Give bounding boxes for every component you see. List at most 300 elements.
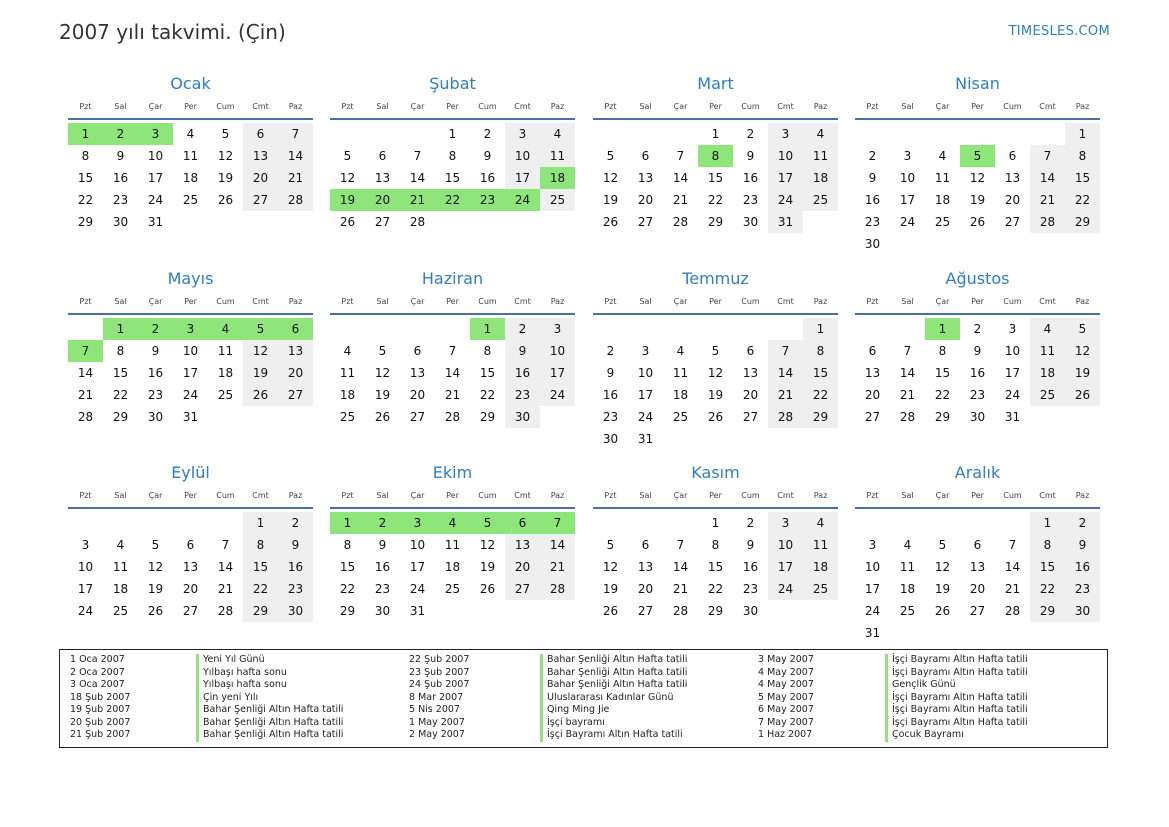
day-cell: 11: [540, 145, 575, 167]
legend-date: 2 May 2007: [409, 729, 465, 740]
month-1: [68, 73, 313, 233]
day-cell: 17: [864, 582, 881, 596]
legend-date: 20 Şub 2007: [70, 716, 131, 728]
weekday-label: Paz: [550, 102, 565, 111]
day-cell: 6: [746, 344, 755, 358]
day-cell: 13: [409, 366, 426, 380]
day-cell: 28: [444, 410, 461, 424]
day-cell: 27: [243, 189, 278, 211]
day-cell: 30: [864, 237, 881, 251]
legend-date: 1 Haz 2007: [758, 729, 813, 740]
day-cell: 7: [278, 123, 313, 145]
day-cell: 22: [77, 193, 94, 207]
day-cell: 18: [803, 167, 838, 189]
legend-holiday-name: Bahar Şenliği Altın Hafta tatili: [196, 717, 343, 730]
day-cell: 7: [768, 340, 803, 362]
day-cell: 26: [479, 582, 496, 596]
empty-cell: [330, 318, 365, 340]
weekday-label: Sal: [639, 102, 652, 111]
day-cell: 31: [1004, 410, 1021, 424]
weekday-label: Per: [709, 297, 722, 306]
day-cell: 14: [899, 366, 916, 380]
day-cell: 9: [746, 149, 755, 163]
legend-date: 3 May 2007: [758, 654, 814, 665]
day-cell: 6: [973, 538, 982, 552]
weekday-header: [593, 487, 838, 504]
weekday-label: Cum: [741, 491, 760, 500]
day-cell: 11: [339, 366, 356, 380]
weekday-label: Sal: [639, 491, 652, 500]
weekday-label: Cum: [216, 491, 235, 500]
empty-cell: [925, 512, 960, 534]
day-cell: 15: [1030, 556, 1065, 578]
weekday-label: Cmt: [1039, 102, 1056, 111]
day-cell: 5: [221, 127, 230, 141]
weekday-label: Cmt: [777, 491, 794, 500]
day-cell: 23: [147, 388, 164, 402]
day-cell: 22: [1030, 578, 1065, 600]
day-cell: 31: [637, 432, 654, 446]
day-cell: 4: [803, 512, 838, 534]
day-cell: 19: [147, 582, 164, 596]
day-cell: 24: [409, 582, 426, 596]
day-cell: 12: [243, 340, 278, 362]
month-7: [593, 268, 838, 450]
day-cell: 28: [768, 406, 803, 428]
weekday-label: Cmt: [514, 102, 531, 111]
weekday-label: Per: [709, 491, 722, 500]
month-name: Ocak: [170, 74, 211, 93]
day-cell: 23: [1065, 578, 1100, 600]
day-cell: 9: [1065, 534, 1100, 556]
legend-date: 3 Oca 2007: [70, 679, 125, 690]
day-cell: 13: [637, 560, 654, 574]
day-cell: 7: [1008, 538, 1017, 552]
day-cell: 15: [803, 362, 838, 384]
day-cell: 2: [278, 512, 313, 534]
day-cell: 13: [864, 366, 881, 380]
day-cell: 29: [479, 410, 496, 424]
day-cell: 27: [409, 410, 426, 424]
day-cell: 8: [243, 534, 278, 556]
day-cell: 30: [742, 604, 759, 618]
day-cell: 13: [374, 171, 391, 185]
day-cell: 1: [1030, 512, 1065, 534]
day-cell: 20: [742, 388, 759, 402]
day-cell: 16: [147, 366, 164, 380]
day-cell: 7: [221, 538, 230, 552]
weekday-label: Per: [971, 491, 984, 500]
day-cell: 12: [374, 366, 391, 380]
day-cell: 4: [343, 344, 352, 358]
weekday-label: Paz: [550, 297, 565, 306]
day-cell: 22: [479, 388, 496, 402]
day-cell: 27: [278, 384, 313, 406]
empty-cell: [593, 318, 628, 340]
day-cell: 28: [217, 604, 234, 618]
day-cell: 30: [112, 215, 129, 229]
day-cell: 2: [746, 516, 755, 530]
day-cell: 19: [602, 193, 619, 207]
weekday-header: [68, 293, 313, 310]
month-8: [855, 268, 1100, 428]
day-cell: 17: [768, 556, 803, 578]
weekday-label: Pzt: [866, 491, 879, 500]
month-name: Nisan: [955, 74, 1000, 93]
empty-cell: [365, 123, 400, 145]
day-cell: 13: [505, 534, 540, 556]
day-cell: 26: [339, 215, 356, 229]
weekday-label: Pzt: [604, 297, 617, 306]
day-cell: 26: [147, 604, 164, 618]
empty-cell: [663, 318, 698, 340]
day-grid: [68, 318, 313, 428]
weekday-header: [68, 487, 313, 504]
day-cell: 6: [243, 123, 278, 145]
day-cell: 24: [1004, 388, 1021, 402]
brand-link[interactable]: TIMESLES.COM: [1008, 24, 1110, 39]
month-divider: [593, 118, 838, 120]
day-cell: 4: [903, 538, 912, 552]
day-cell: 24: [768, 189, 803, 211]
day-cell: 31: [409, 604, 426, 618]
day-cell: 22: [112, 388, 129, 402]
day-cell: 10: [864, 560, 881, 574]
day-cell: 3: [768, 512, 803, 534]
weekday-label: Paz: [813, 102, 828, 111]
day-cell: 14: [409, 171, 426, 185]
day-cell: 30: [374, 604, 391, 618]
weekday-label: Paz: [288, 491, 303, 500]
month-2: [330, 73, 575, 233]
day-cell: 30: [1065, 600, 1100, 622]
day-cell: 14: [444, 366, 461, 380]
day-cell: 13: [742, 366, 759, 380]
day-cell: 14: [77, 366, 94, 380]
day-cell: 22: [707, 193, 724, 207]
empty-cell: [995, 512, 1030, 534]
day-cell: 18: [1030, 362, 1065, 384]
day-cell: 18: [339, 388, 356, 402]
weekday-label: Cum: [1003, 297, 1022, 306]
weekday-header: [330, 98, 575, 115]
day-cell: 21: [1030, 189, 1065, 211]
day-cell: 3: [868, 538, 877, 552]
day-grid: [330, 123, 575, 233]
day-cell: 26: [602, 215, 619, 229]
day-cell: 16: [864, 193, 881, 207]
legend-holiday-name: Bahar Şenliği Altın Hafta tatili: [540, 667, 687, 680]
day-cell: 11: [444, 538, 461, 552]
day-cell: 13: [182, 560, 199, 574]
day-cell-holiday: 2: [365, 512, 400, 534]
empty-cell: [68, 512, 103, 534]
day-cell: 27: [182, 604, 199, 618]
weekday-label: Paz: [288, 297, 303, 306]
day-cell: 26: [707, 410, 724, 424]
day-cell: 11: [803, 145, 838, 167]
day-cell: 19: [479, 560, 496, 574]
day-cell: 27: [637, 215, 654, 229]
day-cell: 9: [505, 340, 540, 362]
empty-cell: [68, 318, 103, 340]
day-grid: [855, 512, 1100, 644]
day-cell: 6: [641, 538, 650, 552]
page-title: 2007 yılı takvimi. (Çin): [59, 20, 286, 44]
day-cell: 12: [602, 560, 619, 574]
day-grid: [330, 318, 575, 428]
day-cell: 20: [969, 582, 986, 596]
day-cell: 14: [672, 171, 689, 185]
day-cell: 30: [742, 215, 759, 229]
day-cell: 1: [711, 127, 720, 141]
day-cell: 12: [147, 560, 164, 574]
day-cell: 5: [938, 538, 947, 552]
day-cell: 25: [540, 189, 575, 211]
legend-holiday-name: İşçi bayramı: [540, 717, 605, 730]
day-cell: 8: [1030, 534, 1065, 556]
day-cell: 10: [768, 534, 803, 556]
day-cell: 13: [637, 171, 654, 185]
weekday-label: Sal: [376, 297, 389, 306]
weekday-label: Pzt: [604, 491, 617, 500]
day-cell: 7: [413, 149, 422, 163]
day-cell: 9: [151, 344, 160, 358]
day-cell: 15: [112, 366, 129, 380]
day-cell: 23: [742, 582, 759, 596]
day-cell: 23: [864, 215, 881, 229]
day-cell: 1: [711, 516, 720, 530]
legend-holiday-name: Yılbaşı hafta sonu: [196, 679, 287, 692]
day-cell: 29: [1065, 211, 1100, 233]
day-cell: 31: [864, 626, 881, 640]
day-cell: 28: [672, 215, 689, 229]
day-cell: 25: [339, 410, 356, 424]
legend-date: 6 May 2007: [758, 704, 814, 715]
day-cell: 26: [243, 384, 278, 406]
day-cell: 13: [969, 560, 986, 574]
day-cell: 20: [637, 582, 654, 596]
day-cell: 20: [243, 167, 278, 189]
month-name: Ağustos: [945, 269, 1010, 288]
day-cell: 14: [672, 560, 689, 574]
weekday-header: [330, 293, 575, 310]
day-cell: 23: [505, 384, 540, 406]
day-cell: 28: [672, 604, 689, 618]
day-cell: 30: [278, 600, 313, 622]
day-cell-holiday: 5: [243, 318, 278, 340]
day-cell: 12: [969, 171, 986, 185]
day-cell: 7: [1030, 145, 1065, 167]
day-cell-holiday: 19: [330, 189, 365, 211]
empty-cell: [400, 123, 435, 145]
day-cell: 15: [707, 560, 724, 574]
weekday-header: [593, 98, 838, 115]
day-cell: 3: [540, 318, 575, 340]
day-cell: 14: [217, 560, 234, 574]
day-cell: 6: [186, 538, 195, 552]
empty-cell: [628, 512, 663, 534]
weekday-header: [855, 293, 1100, 310]
legend-date: 2 Oca 2007: [70, 666, 125, 678]
day-cell: 30: [147, 410, 164, 424]
weekday-label: Cum: [478, 491, 497, 500]
day-cell: 26: [374, 410, 391, 424]
weekday-label: Cum: [478, 102, 497, 111]
day-cell: 12: [602, 171, 619, 185]
empty-cell: [890, 123, 925, 145]
weekday-label: Sal: [114, 491, 127, 500]
day-cell: 12: [217, 149, 234, 163]
day-cell: 29: [803, 406, 838, 428]
weekday-label: Çar: [148, 102, 163, 111]
day-cell: 18: [934, 193, 951, 207]
weekday-label: Per: [446, 491, 459, 500]
day-cell: 11: [934, 171, 951, 185]
day-cell: 15: [243, 556, 278, 578]
weekday-label: Pzt: [79, 297, 92, 306]
day-cell: 10: [899, 171, 916, 185]
day-grid: [68, 123, 313, 233]
day-cell: 20: [182, 582, 199, 596]
month-11: [593, 462, 838, 622]
day-cell: 19: [934, 582, 951, 596]
day-cell: 18: [672, 388, 689, 402]
day-cell: 19: [602, 582, 619, 596]
month-6: [330, 268, 575, 428]
weekday-label: Cmt: [1039, 491, 1056, 500]
day-cell-holiday: 4: [435, 512, 470, 534]
legend-holiday-name: Bahar Şenliği Altın Hafta tatili: [196, 729, 343, 742]
day-cell: 20: [409, 388, 426, 402]
weekday-label: Cum: [216, 297, 235, 306]
empty-cell: [208, 512, 243, 534]
day-cell: 22: [934, 388, 951, 402]
day-cell: 29: [77, 215, 94, 229]
legend-date: 1 Oca 2007: [70, 654, 125, 665]
day-cell: 1: [803, 318, 838, 340]
day-cell: 27: [505, 578, 540, 600]
weekday-label: Sal: [114, 297, 127, 306]
day-cell: 22: [803, 384, 838, 406]
day-cell: 4: [540, 123, 575, 145]
day-cell: 15: [339, 560, 356, 574]
empty-cell: [855, 318, 890, 340]
weekday-label: Sal: [901, 297, 914, 306]
legend-date: 1 May 2007: [409, 716, 465, 728]
day-cell: 18: [444, 560, 461, 574]
day-cell: 29: [1030, 600, 1065, 622]
day-cell: 4: [116, 538, 125, 552]
day-cell: 17: [409, 560, 426, 574]
weekday-label: Per: [184, 491, 197, 500]
day-cell: 28: [1030, 211, 1065, 233]
day-cell: 21: [768, 384, 803, 406]
day-cell-holiday: 20: [365, 189, 400, 211]
weekday-label: Sal: [376, 491, 389, 500]
legend-holiday-name: İşçi Bayramı Altın Hafta tatili: [885, 654, 1028, 667]
empty-cell: [663, 123, 698, 145]
weekday-label: Per: [446, 102, 459, 111]
day-cell: 3: [768, 123, 803, 145]
day-cell: 25: [112, 604, 129, 618]
day-cell: 23: [278, 578, 313, 600]
weekday-label: Pzt: [604, 102, 617, 111]
day-grid: [855, 123, 1100, 255]
empty-cell: [855, 123, 890, 145]
legend-holiday-name: İşçi Bayramı Altın Hafta tatili: [885, 692, 1028, 705]
day-grid: [593, 512, 838, 622]
weekday-label: Cmt: [252, 491, 269, 500]
day-cell: 15: [444, 171, 461, 185]
day-cell: 10: [77, 560, 94, 574]
day-cell: 6: [1008, 149, 1017, 163]
day-cell-holiday: 23: [470, 189, 505, 211]
day-cell: 11: [112, 560, 129, 574]
month-divider: [593, 313, 838, 315]
day-cell: 18: [217, 366, 234, 380]
day-grid: [68, 512, 313, 622]
day-cell: 15: [934, 366, 951, 380]
day-cell: 27: [1004, 215, 1021, 229]
day-cell-holiday: 22: [435, 189, 470, 211]
day-cell: 28: [540, 578, 575, 600]
day-cell: 14: [540, 534, 575, 556]
empty-cell: [733, 318, 768, 340]
empty-cell: [628, 123, 663, 145]
day-cell: 25: [1030, 384, 1065, 406]
legend-date: 18 Şub 2007: [70, 691, 131, 703]
day-cell: 8: [483, 344, 492, 358]
day-cell: 8: [343, 538, 352, 552]
weekday-label: Per: [709, 102, 722, 111]
day-cell: 22: [243, 578, 278, 600]
day-cell: 2: [746, 127, 755, 141]
day-cell: 16: [374, 560, 391, 574]
day-cell-holiday: 4: [208, 318, 243, 340]
day-cell: 5: [151, 538, 160, 552]
day-cell-holiday: 1: [103, 318, 138, 340]
day-cell: 24: [540, 384, 575, 406]
month-4: [855, 73, 1100, 255]
weekday-label: Cmt: [514, 297, 531, 306]
day-cell: 28: [278, 189, 313, 211]
day-cell: 17: [182, 366, 199, 380]
day-cell: 6: [641, 149, 650, 163]
day-cell: 21: [1004, 582, 1021, 596]
day-cell: 3: [641, 344, 650, 358]
weekday-label: Paz: [813, 297, 828, 306]
day-cell: 7: [448, 344, 457, 358]
day-cell: 13: [1004, 171, 1021, 185]
weekday-label: Çar: [673, 297, 688, 306]
day-cell: 4: [186, 127, 195, 141]
day-cell: 25: [444, 582, 461, 596]
day-cell: 24: [182, 388, 199, 402]
day-cell: 10: [505, 145, 540, 167]
month-divider: [593, 507, 838, 509]
weekday-label: Pzt: [79, 491, 92, 500]
day-cell: 12: [707, 366, 724, 380]
day-cell: 18: [182, 171, 199, 185]
legend-holiday-name: Gençlik Günü: [885, 679, 956, 692]
day-cell: 17: [1004, 366, 1021, 380]
day-cell: 24: [864, 604, 881, 618]
weekday-label: Cmt: [252, 297, 269, 306]
legend-date: 5 May 2007: [758, 691, 814, 703]
day-cell: 17: [77, 582, 94, 596]
day-cell: 14: [768, 362, 803, 384]
